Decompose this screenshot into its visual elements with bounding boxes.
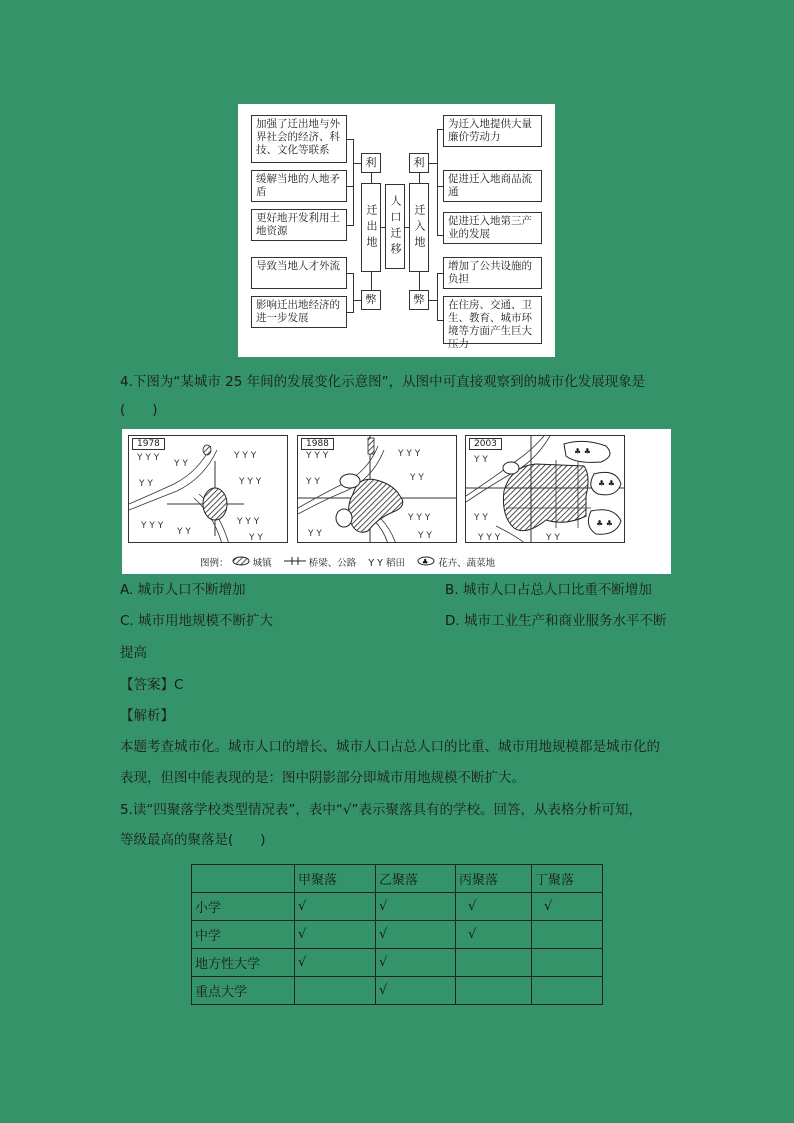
table-cell [456,977,532,1005]
header-cell [192,865,295,893]
table-cell: √ [376,977,456,1005]
q5-stem-line-2: 等级最高的聚落是( ) [120,832,266,848]
left-box-5: 影响迁出地经济的进一步发展 [251,296,347,328]
map-panel-1988 [297,435,457,543]
legend-prefix: 图例： [200,558,229,569]
svg-text:Y Y: Y Y [474,513,488,523]
legend-town: 城镇 [252,558,272,569]
q5-stem-line-1: 5.读“四聚落学校类型情况表”，表中“√”表示聚落具有的学校。回答，从表格分析可知， [120,802,642,818]
row-label: 地方性大学 [192,949,295,977]
left-box-2: 缓解当地的人地矛盾 [251,170,347,202]
table-cell: √ [376,893,456,921]
immigration-area-label: 迁入地 [409,183,429,272]
header-cell: 甲聚落 [295,865,376,893]
right-con-label: 弊 [409,290,429,310]
map-year-label: 1978 [132,438,165,450]
q4-stem: 4.下图为“某城市 25 年间的发展变化示意图”，从图中可直接观察到的城市化发展现象是 [120,374,646,390]
svg-text:♣ ♣: ♣ ♣ [596,519,613,528]
svg-text:Y Y Y: Y Y Y [239,477,262,487]
right-box-5: 在住房、交通、卫生、教育、城市环境等方面产生巨大压力 [443,296,542,344]
svg-text:Y Y: Y Y [139,479,153,489]
population-migration-diagram [238,104,555,357]
table-cell [295,977,376,1005]
svg-text:Y Y: Y Y [249,533,263,543]
svg-text:Y Y: Y Y [308,529,322,539]
left-box-4: 导致当地人才外流 [251,257,347,289]
answer: 【答案】C [120,677,184,693]
table-cell [532,977,603,1005]
header-cell: 丁聚落 [532,865,603,893]
school-type-table [191,864,603,1005]
svg-text:♣: ♣ [422,558,429,566]
q4-paren: ( ) [120,402,158,418]
svg-text:Y Y: Y Y [174,459,188,469]
map-panel-1978 [128,435,288,543]
row-label: 小学 [192,893,295,921]
table-cell [532,921,603,949]
table-cell [532,949,603,977]
svg-text:Y Y Y: Y Y Y [137,453,160,463]
city-development-maps [122,429,671,574]
table-cell: √ [295,893,376,921]
table-row [192,977,603,1005]
garden-legend-icon [417,556,435,566]
svg-text:♣ ♣: ♣ ♣ [574,447,591,456]
map-legend [200,555,495,569]
table-row [192,949,603,977]
table-cell: √ [376,921,456,949]
legend-paddy: 稻田 [386,558,406,569]
analysis-title: 【解析】 [120,708,174,724]
option-b: B. 城市人口占总人口比重不断增加 [445,582,652,598]
svg-text:♣ ♣: ♣ ♣ [598,479,615,488]
svg-text:Y Y Y: Y Y Y [234,451,257,461]
left-box-3: 更好地开发利用土地资源 [251,209,347,241]
right-pro-label: 利 [409,153,429,173]
table-cell: √ [295,921,376,949]
table-row [192,921,603,949]
table-cell [456,949,532,977]
right-box-4: 增加了公共设施的负担 [443,257,542,289]
table-cell: √ [532,893,603,921]
left-pro-label: 利 [361,153,381,173]
svg-text:Y Y Y: Y Y Y [141,521,164,531]
option-a: A. 城市人口不断增加 [120,582,246,598]
option-d-continued: 提高 [120,645,147,661]
row-label: 中学 [192,921,295,949]
svg-text:Y Y: Y Y [177,527,191,537]
map-year-label: 2003 [469,438,502,450]
paddy-legend-icon: Y Y [368,558,383,569]
header-cell: 乙聚落 [376,865,456,893]
population-migration-label: 人口迁移 [385,184,405,269]
map-panel-2003 [465,435,625,543]
svg-text:Y Y: Y Y [546,533,560,543]
svg-text:Y Y: Y Y [306,477,320,487]
option-d: D. 城市工业生产和商业服务水平不断 [445,613,667,629]
table-cell: √ [295,949,376,977]
svg-text:Y Y: Y Y [418,531,432,541]
header-cell: 丙聚落 [456,865,532,893]
road-legend-icon [284,556,306,566]
svg-text:Y Y: Y Y [410,473,424,483]
right-box-3: 促进迁入地第三产业的发展 [443,212,542,244]
svg-text:Y Y Y: Y Y Y [478,533,501,543]
map-year-label: 1988 [301,438,334,450]
option-c: C. 城市用地规模不断扩大 [120,613,274,629]
analysis-line-2: 表现，但图中能表现的是：图中阴影部分即城市用地规模不断扩大。 [120,770,525,786]
left-con-label: 弊 [361,290,381,310]
emigration-area-label: 迁出地 [361,183,381,272]
row-label: 重点大学 [192,977,295,1005]
table-row [192,893,603,921]
table-cell: √ [376,949,456,977]
town-legend-icon [232,556,250,566]
svg-text:Y Y Y: Y Y Y [398,449,421,459]
table-header-row [192,865,603,893]
analysis-line-1: 本题考查城市化。城市人口的增长、城市人口占总人口的比重、城市用地规模都是城市化的 [120,739,660,755]
table-cell: √ [456,921,532,949]
legend-garden: 花卉、蔬菜地 [438,558,496,569]
svg-text:Y Y Y: Y Y Y [408,513,431,523]
svg-text:Y Y: Y Y [474,455,488,465]
table-cell: √ [456,893,532,921]
right-box-2: 促进迁入地商品流通 [443,170,542,202]
right-box-1: 为迁入地提供大量廉价劳动力 [443,115,542,147]
svg-text:Y Y Y: Y Y Y [306,451,329,461]
legend-road: 桥梁、公路 [308,558,357,569]
left-box-1: 加强了迁出地与外界社会的经济、科技、文化等联系 [251,115,347,163]
svg-text:Y Y Y: Y Y Y [237,517,260,527]
